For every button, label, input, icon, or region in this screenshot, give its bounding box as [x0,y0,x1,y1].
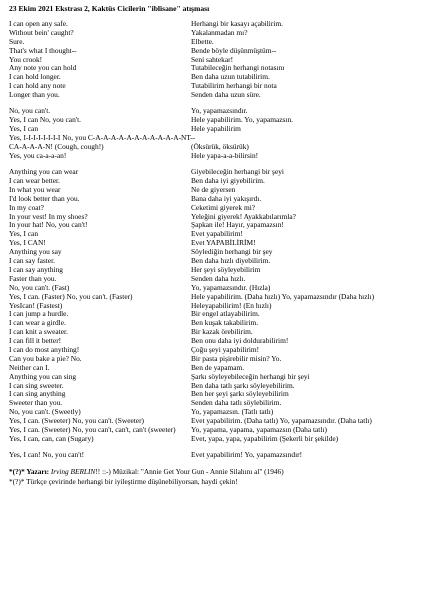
turkish-line: Evet YAPABİLİRİM! [191,238,256,248]
english-line: I can hold any note [9,81,66,91]
english-line: I can sing anything [9,389,66,399]
turkish-line: Ben kuşak takabilirim. [191,318,259,328]
english-line: Yes, I can. (Sweeter) No, you can't, can't, can't (sweeter) [9,424,176,434]
turkish-line: Seni sahtekar! [191,54,234,64]
english-line: I can jump a hurdle. [9,309,69,319]
turkish-line: Heleyapabilirim! (En hızlı) [191,300,272,310]
english-line: Yes, I can. (Sweeter) No, you can't. (Sweeter) [9,416,145,426]
turkish-line: Yo, yapama, yapama, yapamazsın (Daha tatlı) [191,424,327,434]
turkish-line: Bende böyle düşünmüştüm-- [191,45,277,55]
english-line: In my coat? [9,202,44,212]
turkish-line: Bir engel atlayabilirim. [191,309,260,319]
turkish-line: Hele yapa-a-a-bilirsin! [191,150,259,160]
turkish-line: Senden daha uzun süre. [191,90,261,100]
english-line: I can say faster. [9,256,55,266]
english-line: I can fill it better! [9,336,62,346]
turkish-line: Hele yapabilirim. (Daha hızlı) Yo, yapamazsındır (Daha hızlı) [191,291,375,301]
verse-block [9,451,437,460]
english-line: Yes, I can! No, you can't! [9,450,85,460]
turkish-line: Hele yapabilirim [191,124,241,134]
english-line: Sure. [9,36,25,46]
turkish-line: Ben daha hızlı diyebilirim. [191,256,271,266]
turkish-line: Senden daha hızlı. [191,273,246,283]
english-line: Sweeter than you. [9,398,63,408]
turkish-line: Senden daha tatlı söylebilirim. [191,398,282,408]
english-line: Yes, I can. (Faster) No, you can't. (Faster) [9,291,133,301]
turkish-line: Giyebileceğin herhangi bir şeyi [191,167,284,177]
turkish-line: Her şeyi söyleyebilirim [191,264,261,274]
english-line: In what you wear [9,184,61,194]
page-title: 23 Ekim 2021 Ekstrası 2, Kaktüs Cicilerin "iblisane" atışması [9,4,210,13]
english-line: Yes, I can, can, can (Sugary) [9,433,94,443]
english-line: Yes, I CAN! [9,238,46,248]
english-line: No, you can't. [9,106,51,116]
document-page [9,4,437,487]
turkish-line: Bana daha iyi yakışırdı. [191,193,262,203]
english-line: Anything you can sing [9,371,77,381]
english-line: I can say anything [9,264,63,274]
english-line: Anything you say [9,247,62,257]
english-line: I'd look better than you. [9,193,80,203]
lyric-row [9,29,437,38]
turkish-line: Yo, yapamazsın. (Tatlı tatlı) [191,407,274,417]
english-line: CA-A-A-A-N! (Cough, cough!) [9,141,104,151]
english-line: Longer than you. [9,90,60,100]
footer-prefix: *(?)* Yazarı: [9,467,51,477]
english-line: Without bein' caught? [9,27,74,37]
english-line: YesIcan! (Fastest) [9,300,63,310]
turkish-line: Ben daha uzun tutabilirim. [191,72,270,82]
turkish-line: Tutabilirim herhangi bir nota [191,81,277,91]
english-line: Yes, I-I-I-I-I-I-I-I No, you C-A-A-A-A-A-A-A-A-A-A-A-NT-- [9,133,196,143]
english-line: Yes, I can [9,124,39,134]
english-line: No, you can't. (Fast) [9,282,70,292]
turkish-line: Evet yapabilirim! [191,229,243,239]
english-line: Yes, I can [9,229,39,239]
turkish-line: Ben onu daha iyi doldurabilirim! [191,336,289,346]
turkish-line: Yo, yapamazsındır. (Hızla) [191,282,271,292]
footer-translation-note: *(?)* Türkçe çevirinde herhangi bir iyileştirme düşünebiliyorsan, haydi çekin! [9,477,238,487]
verse-block [9,107,437,160]
turkish-line: Şarkı söyleyebileceğin herhangi bir şeyi [191,371,310,381]
english-line: No, you can't. (Sweetly) [9,407,81,417]
verse-block [9,20,437,100]
turkish-line: Çoğu şeyi yapabilirim! [191,344,260,354]
turkish-line: Ben de yapamam. [191,362,245,372]
turkish-line: Ben daha iyi giyebilirim. [191,176,265,186]
turkish-line: Elbette. [191,36,214,46]
turkish-line: Yeleğini giyerek! Ayakkabılarımla? [191,211,296,221]
english-line: In your hat! No, you can't! [9,220,88,230]
english-line: Yes, I can No, you can't. [9,115,82,125]
footer-author-line [9,467,437,477]
turkish-line: Hele yapabilirim. Yo, yapamazsın. [191,115,294,125]
lyrics-table [9,20,437,460]
footer-musical: !! ::-) Müzikal: "Annie Get Your Gun - Annie Silahını al" (1946) [95,467,284,477]
english-line: I can do most anything! [9,344,80,354]
lyric-row [9,91,437,100]
english-line: I can knit a sweater. [9,327,68,337]
english-line: I can hold longer. [9,72,61,82]
turkish-line: Yo, yapamazsındır. [191,106,248,116]
english-line: Faster than you. [9,273,57,283]
english-line: I can open any safe. [9,19,68,28]
english-line: You crook! [9,54,43,64]
english-line: I can sing sweeter. [9,380,64,390]
lyric-row [9,451,437,460]
english-line: That's what I thought-- [9,45,77,55]
english-line: In your vest! In my shoes? [9,211,88,221]
english-line: Can you bake a pie? No. [9,353,82,363]
turkish-line: Ben her şeyi şarkı söyleyebilirim [191,389,289,399]
turkish-line: Evet yapabilirim. (Daha tatlı) Yo, yapamazsındır. (Daha tatlı) [191,416,372,426]
lyric-row [9,152,437,161]
turkish-line: Ne de giyersen [191,184,236,194]
turkish-line: Bir kazak örebilirim. [191,327,253,337]
turkish-line: Yakalanmadan mı? [191,27,248,37]
turkish-line: Şapkan ile! Hayır, yapamazsın! [191,220,284,230]
footer [9,467,437,487]
turkish-line: (Öksürük, öksürük) [191,141,249,151]
turkish-line: Herhangi bir kasayı açabilirim. [191,19,283,28]
turkish-line: Tutabileceğin herhangi notasını [191,63,285,73]
english-line: Neither can I. [9,362,50,372]
turkish-line: Ceketimi giyerek mi? [191,202,256,212]
english-line: I can wear better. [9,176,60,186]
turkish-line: Bir pasta pişirebilir misin? Yo. [191,353,282,363]
lyric-row [9,435,437,444]
turkish-line: Ben daha tatlı şarkı söyleyebilirim. [191,380,295,390]
english-line: Yes, you ca-a-a-an! [9,150,67,160]
verse-block [9,168,437,444]
english-line: Anything you can wear [9,167,79,177]
english-line: I can wear a girdle. [9,318,66,328]
footer-author: Irving BERLIN [50,467,96,477]
turkish-line: Evet yapabilirim! Yo, yapamazsındır! [191,450,303,460]
english-line: Any note you can hold [9,63,77,73]
turkish-line: Evet, yapa, yapa, yapabilirim (Şekerli bir şekilde) [191,433,339,443]
turkish-line: Söylediğin herhangi bir şey [191,247,273,257]
